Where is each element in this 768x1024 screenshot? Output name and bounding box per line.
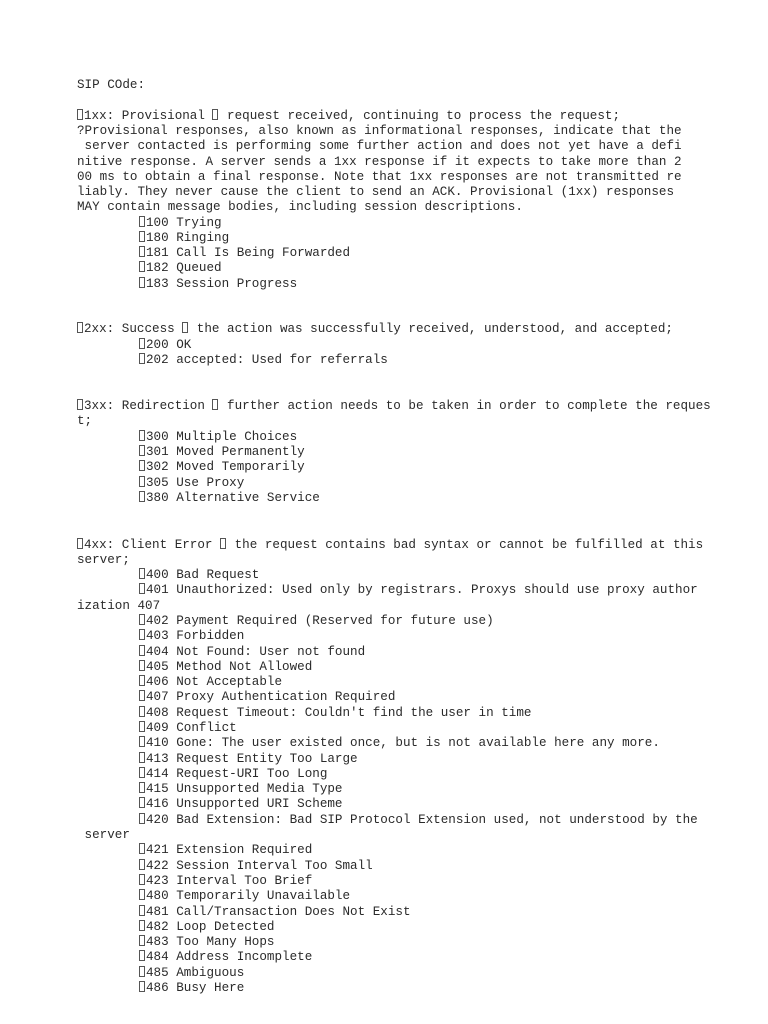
code-item: 301 Moved Permanently [139,445,305,460]
bullet-glyph [139,874,145,885]
bullet-glyph [139,277,145,288]
bullet-glyph [139,231,145,242]
bullet-glyph [139,660,145,671]
bullet-glyph [139,966,145,977]
bullet-glyph [139,767,145,778]
bullet-glyph [139,675,145,686]
section-1xx-desc-line: server contacted is performing some further action and does not yet have a defi [77,139,682,153]
section-1xx-heading: 1xx: Provisional request received, continuing to process the request; [77,109,620,124]
code-item: 414 Request-URI Too Long [139,767,327,782]
bullet-glyph [77,109,83,120]
section-1xx-desc-line: nitive response. A server sends a 1xx response if it expects to take more than 2 [77,155,682,169]
bullet-glyph [139,706,145,717]
code-item: 407 Proxy Authentication Required [139,690,395,705]
code-item: 402 Payment Required (Reserved for future use) [139,614,494,629]
bullet-glyph [139,950,145,961]
bullet-glyph [212,109,218,120]
bullet-glyph [182,322,188,333]
code-item: 410 Gone: The user existed once, but is not available here any more. [139,736,660,751]
bullet-glyph [139,476,145,487]
code-item: 181 Call Is Being Forwarded [139,246,350,261]
bullet-glyph [139,445,145,456]
code-item: 405 Method Not Allowed [139,660,312,675]
section-1xx-desc-line: liably. They never cause the client to send an ACK. Provisional (1xx) responses [77,185,675,199]
code-item: 483 Too Many Hops [139,935,274,950]
bullet-glyph [139,568,145,579]
bullet-glyph [139,430,145,441]
bullet-glyph [139,797,145,808]
code-item: 422 Session Interval Too Small [139,859,373,874]
document-title: SIP COde: [77,78,146,92]
code-item: 200 OK [139,338,191,353]
code-item: 482 Loop Detected [139,920,274,935]
code-item: 182 Queued [139,261,222,276]
code-item: 400 Bad Request [139,568,259,583]
code-item: 413 Request Entity Too Large [139,752,358,767]
code-item-wrap: server [77,828,130,842]
bullet-glyph [139,859,145,870]
code-item: 202 accepted: Used for referrals [139,353,388,368]
section-1xx-desc-line: MAY contain message bodies, including session descriptions. [77,200,523,214]
bullet-glyph [212,399,218,410]
code-item: 409 Conflict [139,721,237,736]
bullet-glyph [139,614,145,625]
code-item: 484 Address Incomplete [139,950,312,965]
bullet-glyph [77,399,83,410]
bullet-glyph [139,491,145,502]
code-item: 183 Session Progress [139,277,297,292]
code-item-wrap: ization 407 [77,599,161,613]
bullet-glyph [139,736,145,747]
bullet-glyph [139,813,145,824]
bullet-glyph [139,920,145,931]
bullet-glyph [139,583,145,594]
section-1xx-desc-line: ?Provisional responses, also known as informational responses, indicate that the [77,124,682,138]
bullet-glyph [139,353,145,364]
bullet-glyph [77,538,83,549]
code-item: 421 Extension Required [139,843,312,858]
code-item: 401 Unauthorized: Used only by registrars. Proxys should use proxy author [139,583,698,598]
code-item: 420 Bad Extension: Bad SIP Protocol Extension used, not understood by the [139,813,698,828]
bullet-glyph [139,981,145,992]
code-item: 403 Forbidden [139,629,244,644]
code-item: 180 Ringing [139,231,229,246]
code-item: 100 Trying [139,216,222,231]
bullet-glyph [139,690,145,701]
section-1xx-desc-line: 00 ms to obtain a final response. Note that 1xx responses are not transmitted re [77,170,682,184]
code-item: 423 Interval Too Brief [139,874,312,889]
bullet-glyph [139,905,145,916]
bullet-glyph [139,782,145,793]
code-item: 302 Moved Temporarily [139,460,305,475]
bullet-glyph [139,216,145,227]
bullet-glyph [139,261,145,272]
code-item: 406 Not Acceptable [139,675,282,690]
section-4xx-heading-wrap: server; [77,553,130,567]
section-3xx-heading-wrap: t; [77,414,93,428]
bullet-glyph [139,889,145,900]
code-item: 380 Alternative Service [139,491,320,506]
code-item: 404 Not Found: User not found [139,645,365,660]
section-3xx-heading: 3xx: Redirection further action needs to be taken in order to complete the reques [77,399,711,414]
code-item: 416 Unsupported URI Scheme [139,797,343,812]
section-4xx-heading: 4xx: Client Error the request contains bad syntax or cannot be fulfilled at this [77,538,703,553]
bullet-glyph [139,645,145,656]
code-item: 481 Call/Transaction Does Not Exist [139,905,411,920]
code-item: 408 Request Timeout: Couldn't find the user in time [139,706,531,721]
bullet-glyph [77,322,83,333]
code-item: 486 Busy Here [139,981,244,996]
bullet-glyph [139,246,145,257]
bullet-glyph [139,721,145,732]
bullet-glyph [139,629,145,640]
code-item: 305 Use Proxy [139,476,244,491]
code-item: 485 Ambiguous [139,966,244,981]
code-item: 415 Unsupported Media Type [139,782,343,797]
bullet-glyph [139,460,145,471]
code-item: 300 Multiple Choices [139,430,297,445]
code-item: 480 Temporarily Unavailable [139,889,350,904]
bullet-glyph [139,752,145,763]
bullet-glyph [139,935,145,946]
bullet-glyph [139,338,145,349]
bullet-glyph [220,538,226,549]
section-2xx-heading: 2xx: Success the action was successfully received, understood, and accepted; [77,322,673,337]
bullet-glyph [139,843,145,854]
